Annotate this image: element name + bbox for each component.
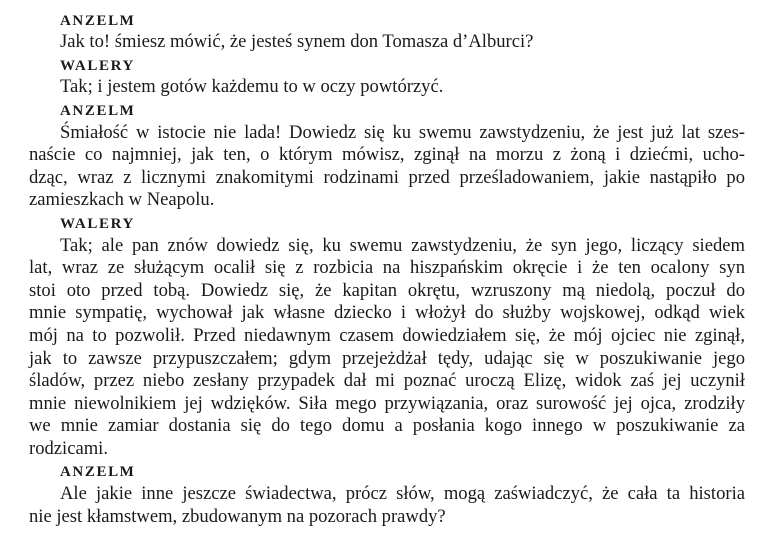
speech-line: jak to zawsze przypuszczałem; gdym przejeżdżał tędy, udając się w poszukiwanie jego — [29, 347, 745, 369]
speech-line: zamieszkach w Neapolu. — [29, 189, 215, 211]
speech-line: dząc, wraz z licznymi znakomitymi rodzinami przed prześladowaniem, jakie nastąpiło po — [29, 166, 745, 188]
speech-line: Tak; i jestem gotów każdemu to w oczy powtórzyć. — [60, 76, 444, 98]
speaker-name: WALERY — [60, 57, 135, 74]
document-page — [29, 0, 745, 528]
speech-line: naście co najmniej, jak ten, o którym mówisz, zginął na morzu z żoną i dziećmi, ucho- — [29, 144, 745, 166]
speech-line: Ale jakie inne jeszcze świadectwa, prócz słów, mogą zaświadczyć, że cała ta historia — [60, 483, 745, 505]
speech-line: mnie sympatię, wychował jak własne dziecko i włożył do służby wojskowej, odkąd wiek — [29, 302, 745, 324]
speech-line: we mnie zamiar dostania się do tego domu a posłania kogo innego w poszukiwanie za — [29, 415, 745, 437]
speech-line: śladów, przez niebo zesłany przypadek dał mi poznać uroczą Elizę, widok zaś jej uczynił — [29, 370, 745, 392]
speaker-name: ANZELM — [60, 464, 136, 481]
speech-line: Jak to! śmiesz mówić, że jesteś synem don Tomasza d’Alburci? — [60, 31, 534, 53]
speech-line: mnie niewolnikiem jej wdzięków. Siła mego przywiązania, oraz surowość jej ojca, zrodziły — [29, 392, 745, 414]
speech-line: Śmiałość w istocie nie lada! Dowiedz się ku swemu zawstydzeniu, że jest już lat szes- — [60, 121, 745, 143]
speaker-name: WALERY — [60, 215, 135, 232]
speaker-name: ANZELM — [60, 102, 136, 119]
speech-line: Tak; ale pan znów dowiedz się, ku swemu zawstydzeniu, że syn jego, liczący siedem — [60, 234, 745, 256]
speech-line: nie jest kłamstwem, zbudowanym na pozorach prawdy? — [29, 505, 446, 527]
speech-line: mój na to pozwolił. Przed niedawnym czasem dowiedziałem się, że mój ojciec nie zginął, — [29, 324, 745, 346]
speaker-name: ANZELM — [60, 12, 136, 29]
speech-line: lat, wraz ze służącym ocalił się z rozbicia na hiszpańskim okręcie i że ten ocalony syn — [29, 257, 745, 279]
speech-line: rodzicami. — [29, 437, 108, 459]
speech-line: stoi oto przed tobą. Dowiedz się, że kapitan okrętu, wzruszony mą niedolą, poczuł do — [29, 279, 745, 301]
